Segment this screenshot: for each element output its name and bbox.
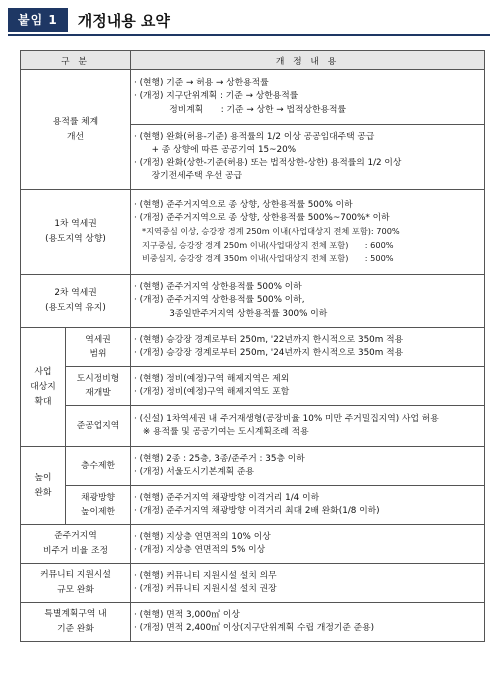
table-row bbox=[21, 486, 485, 525]
col-header-category: 구 분 bbox=[21, 51, 131, 70]
table-row bbox=[21, 525, 485, 564]
subrow-content: · (현행) 승강장 경계로부터 250m, '22년까지 한시적으로 350m 적용 · (개정) 승강장 경계로부터 250m, '24년까지 한시적으로 350m 적용 bbox=[131, 328, 485, 367]
col-header-content: 개 정 내 용 bbox=[131, 51, 485, 70]
subrow-label: 층수제한 bbox=[66, 447, 131, 486]
table-header-row bbox=[21, 51, 485, 70]
subrow-label: 도시정비형 재개발 bbox=[66, 367, 131, 406]
row-content: · (현행) 준주거지역으로 종 상향, 상한용적률 500% 이하 · (개정) 준주거지역으로 종 상향, 상한용적률 500%~700%* 이하 *지역중심 이상, 승강장 경계 250m 이내(사업대상지 전체 포함): 700% 지구중심, 승강장 경계 250m 이내(사업대상지 전체 포함) : 600% 비중심지, 승강장 경계 350m 이내(사업대상지 전체 포함) : 500% bbox=[131, 190, 485, 275]
subrow-content: · (현행) 준주거지역 채광방향 이격거리 1/4 이하 · (개정) 준주거지역 채광방향 이격거리 최대 2배 완화(1/8 이하) bbox=[131, 486, 485, 525]
row-content: · (현행) 지상층 연면적의 10% 이상 · (개정) 지상층 연면적의 5% 이상 bbox=[131, 525, 485, 564]
subrow-label: 채광방향 높이제한 bbox=[66, 486, 131, 525]
row-category: 1차 역세권 (용도지역 상향) bbox=[21, 190, 131, 275]
row-category: 사업 대상지 확대 bbox=[21, 328, 66, 447]
row-category: 높이 완화 bbox=[21, 447, 66, 525]
subrow-label: 준공업지역 bbox=[66, 406, 131, 447]
row-content: · (현행) 준주거지역 상한용적률 500% 이하 · (개정) 준주거지역 상한용적률 500% 이하, 3종일반주거지역 상한용적률 300% 이하 bbox=[131, 275, 485, 328]
header-divider bbox=[8, 34, 490, 36]
revision-summary-table bbox=[20, 50, 485, 642]
table-row bbox=[21, 275, 485, 328]
table-row bbox=[21, 328, 485, 367]
table-row bbox=[21, 190, 485, 275]
table-row bbox=[21, 406, 485, 447]
table-row bbox=[21, 367, 485, 406]
row-content: · (현행) 완화(허용-기준) 용적률의 1/2 이상 공공임대주택 공급 + 종 상향에 따른 공공기여 15~20% · (개정) 완화(상한-기준(허용) 또는 법적상한-상한) 용적률의 1/2 이상 장기전세주택 우선 공급 bbox=[131, 125, 485, 190]
row-content: · (현행) 커뮤니티 지원시설 설치 의무 · (개정) 커뮤니티 지원시설 설치 권장 bbox=[131, 564, 485, 603]
table-row bbox=[21, 564, 485, 603]
page-title: 개정내용 요약 bbox=[77, 11, 170, 30]
table-row bbox=[21, 447, 485, 486]
subrow-content: · (현행) 2종 : 25층, 3종/준주거 : 35층 이하 · (개정) 서울도시기본계획 준용 bbox=[131, 447, 485, 486]
row-category: 특별계획구역 내 기준 완화 bbox=[21, 603, 131, 642]
subrow-content: · (신설) 1차역세권 내 주거재생형(공장비율 10% 미만 주거밀집지역) 사업 허용 ※ 용적률 및 공공기여는 도시계획조례 적용 bbox=[131, 406, 485, 447]
row-category: 커뮤니티 지원시설 규모 완화 bbox=[21, 564, 131, 603]
row-category: 2차 역세권 (용도지역 유지) bbox=[21, 275, 131, 328]
table-row bbox=[21, 70, 485, 125]
row-content: · (현행) 기준 → 허용 → 상한용적률 · (개정) 지구단위계획 : 기준 → 상한용적률 정비계획 : 기준 → 상한 → 법적상한용적률 bbox=[131, 70, 485, 125]
appendix-badge: 붙임 1 bbox=[8, 8, 68, 32]
subrow-label: 역세권 범위 bbox=[66, 328, 131, 367]
row-content: · (현행) 면적 3,000㎡ 이상 · (개정) 면적 2,400㎡ 이상(지구단위계획 수립 개정기준 준용) bbox=[131, 603, 485, 642]
subrow-content: · (현행) 정비(예정)구역 해제지역은 제외 · (개정) 정비(예정)구역 해제지역도 포함 bbox=[131, 367, 485, 406]
table-row bbox=[21, 603, 485, 642]
row-category: 용적률 체계 개선 bbox=[21, 70, 131, 190]
section-header bbox=[8, 8, 170, 32]
row-category: 준주거지역 비주거 비율 조정 bbox=[21, 525, 131, 564]
